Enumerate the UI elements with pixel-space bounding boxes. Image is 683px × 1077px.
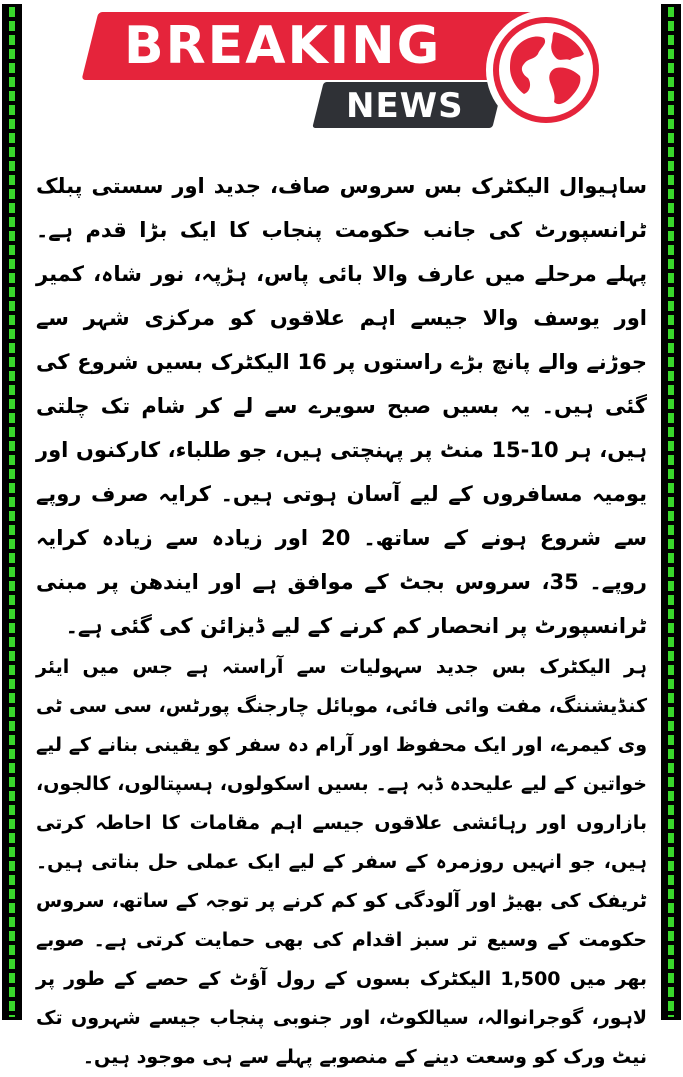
left-border bbox=[2, 4, 22, 1020]
news-label: NEWS bbox=[346, 86, 464, 126]
article-paragraph: ساہیوال الیکٹرک بس سروس صاف، جدید اور سستی پبلک ٹرانسپورٹ کی جانب حکومت پنجاب کا ایک بڑا قدم ہے۔ پہلے مرحلے میں عارف والا بائی پاس، ہڑپہ، نور شاہ، کمیر اور یوسف والا جیسے اہم علاقوں کو مرکزی شہر سے جوڑنے والے پانچ بڑے راستوں پر 16 الیکٹرک بسیں شروع کی گئی ہیں۔ یہ بسیں صبح سویرے سے لے کر شام تک چلتی ہیں، ہر 10-15 منٹ پر پہنچتی ہیں، جو طلباء، کارکنوں اور یومیہ مسافروں کے لیے آسان ہوتی ہیں۔ کرایہ صرف روپے سے شروع ہونے کے ساتھ۔ 20 اور زیادہ سے زیادہ کرایہ روپے۔ 35، سروس بجٹ کے موافق ہے اور ایندھن پر مبنی ٹرانسپورٹ پر انحصار کم کرنے کے لیے ڈیزائن کی گئی ہے۔ bbox=[36, 174, 648, 638]
breaking-news-banner bbox=[80, 6, 610, 136]
right-border bbox=[661, 4, 681, 1020]
breaking-label: BREAKING bbox=[124, 16, 442, 76]
article-paragraph: ہر الیکٹرک بس جدید سہولیات سے آراستہ ہے جس میں ایئر کنڈیشننگ، مفت وائی فائی، موبائل چارجنگ پورٹس، سی سی ٹی وی کیمرے، اور ایک محفوظ اور آرام دہ سفر کو یقینی بنانے کے لیے خواتین کے لیے علیحدہ ڈبہ ہے۔ بسیں اسکولوں، ہسپتالوں، کالجوں، بازاروں اور رہائشی علاقوں جیسے اہم مقامات کا احاطہ کرتی ہیں، جو انہیں روزمرہ کے سفر کے لیے ایک عملی حل بناتی ہیں۔ ٹریفک کی بھیڑ اور آلودگی کو کم کرنے پر توجہ کے ساتھ، سروس حکومت کے وسیع تر سبز اقدام کی بھی حمایت کرتی ہے۔ صوبے بھر میں 1,500 الیکٹرک بسوں کے رول آؤٹ کے حصے کے طور پر لاہور، گوجرانوالہ، سیالکوٹ، اور جنوبی پنجاب جیسے شہروں تک نیٹ ورک کو وسعت دینے کے منصوبے پہلے سے ہی موجود ہیں۔ bbox=[36, 656, 648, 1068]
article-body bbox=[36, 164, 647, 1077]
globe-icon bbox=[484, 8, 608, 132]
